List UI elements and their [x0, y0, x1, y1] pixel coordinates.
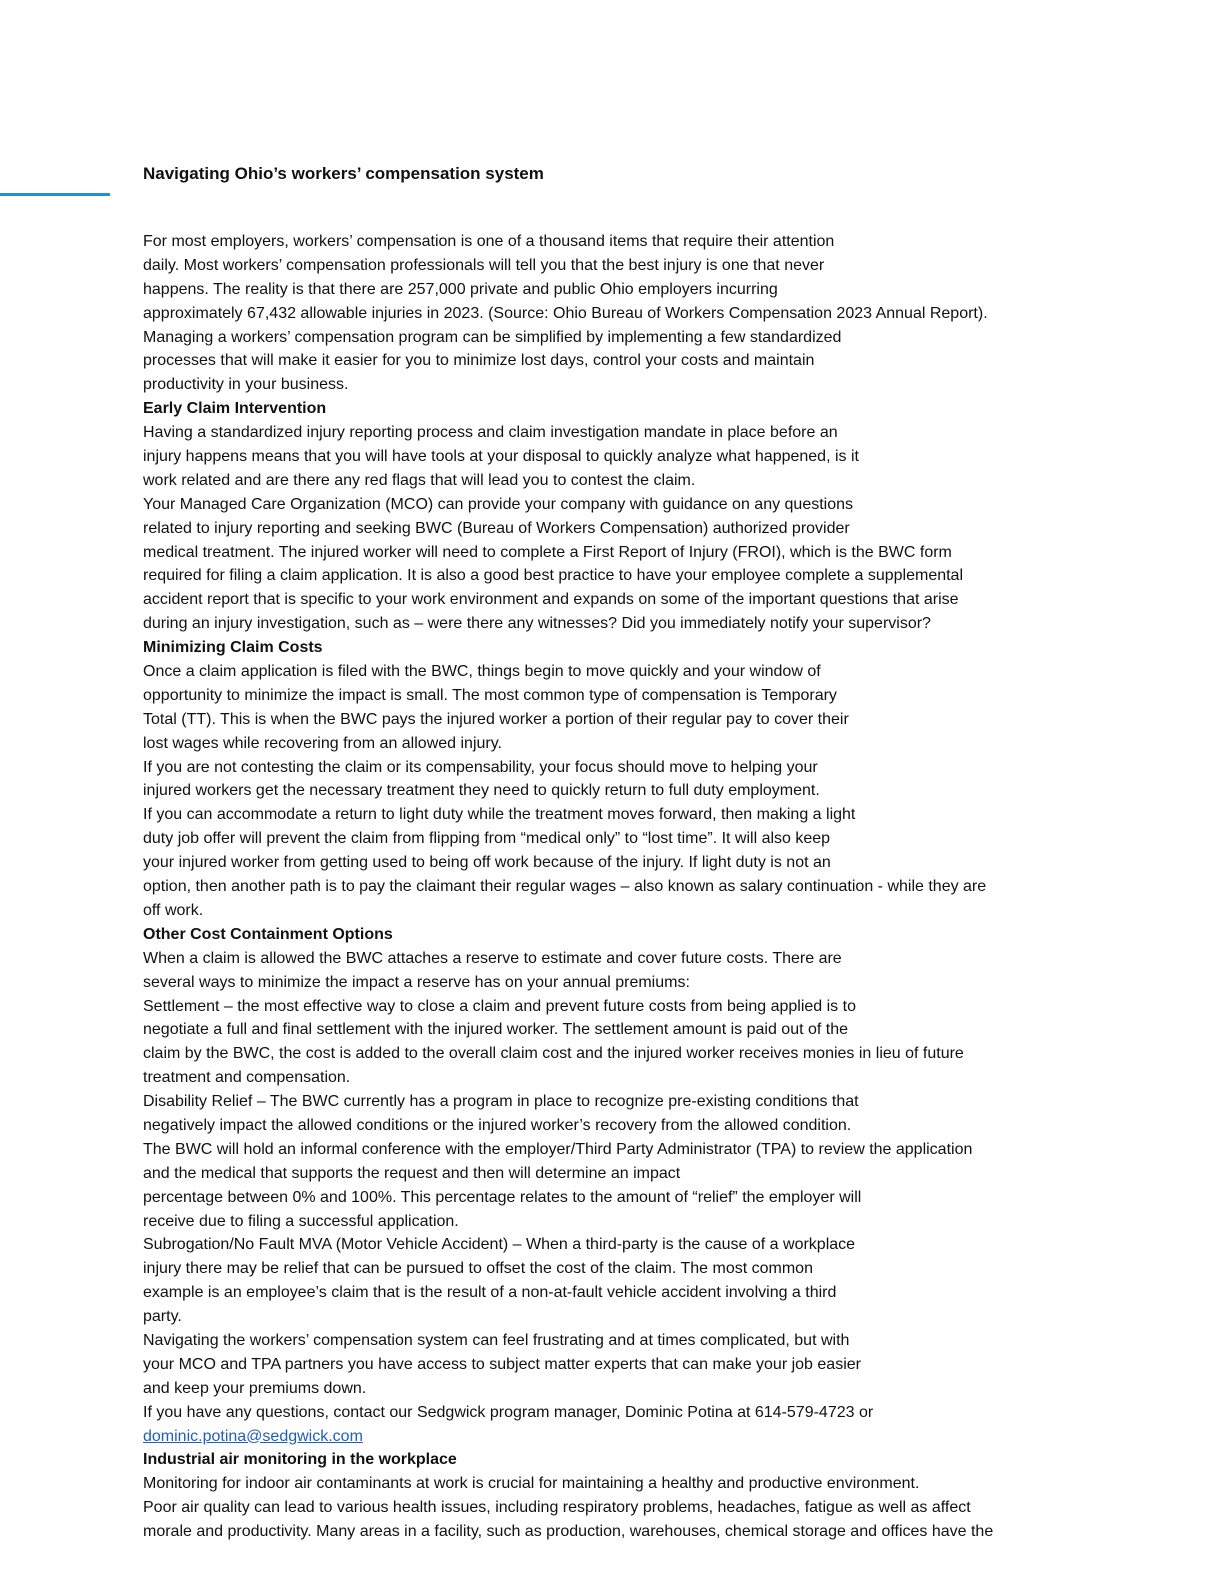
paragraph-line: related to injury reporting and seeking BWC (Bureau of Workers Compensation) authorized provider	[143, 519, 850, 537]
paragraph-line: your MCO and TPA partners you have access to subject matter experts that can make your job easier	[143, 1355, 861, 1373]
paragraph-line: injury there may be relief that can be pursued to offset the cost of the claim. The most common	[143, 1260, 813, 1278]
paragraph-line: duty job offer will prevent the claim from flipping from “medical only” to “lost time”. It will also keep	[143, 830, 831, 848]
paragraph-line: and the medical that supports the request and then will determine an impact	[143, 1164, 681, 1182]
paragraph-line: treatment and compensation.	[143, 1069, 351, 1087]
paragraph-line: Total (TT). This is when the BWC pays the injured worker a portion of their regular pay to cover their	[143, 710, 849, 728]
section-heading: Minimizing Claim Costs	[143, 639, 323, 657]
document-title: Navigating Ohio’s workers’ compensation system	[143, 164, 544, 183]
paragraph-line: work related and are there any red flags that will lead you to contest the claim.	[143, 471, 696, 489]
paragraph-line: lost wages while recovering from an allowed injury.	[143, 734, 502, 752]
paragraph-line: accident report that is specific to your work environment and expands on some of the important questions that arise	[143, 591, 959, 609]
paragraph-line: Managing a workers’ compensation program can be simplified by implementing a few standardized	[143, 328, 842, 346]
paragraph-line: Settlement – the most effective way to close a claim and prevent future costs from being applied is to	[143, 997, 856, 1015]
paragraph-line: Monitoring for indoor air contaminants at work is crucial for maintaining a healthy and productive environment.	[143, 1475, 920, 1493]
accent-rule	[0, 193, 110, 196]
contact-email-link[interactable]: dominic.potina@sedgwick.com	[143, 1427, 363, 1445]
paragraph-line: injury happens means that you will have tools at your disposal to quickly analyze what happened, is it	[143, 448, 859, 466]
paragraph-line: negotiate a full and final settlement with the injured worker. The settlement amount is paid out of the	[143, 1021, 849, 1039]
paragraph-line: Subrogation/No Fault MVA (Motor Vehicle Accident) – When a third-party is the cause of a workplace	[143, 1236, 856, 1254]
paragraph-line: medical treatment. The injured worker will need to complete a First Report of Injury (FROI), which is the BWC form	[143, 543, 952, 561]
section-heading: Other Cost Containment Options	[143, 925, 393, 943]
section-heading: Industrial air monitoring in the workplace	[143, 1451, 457, 1469]
paragraph-line: When a claim is allowed the BWC attaches a reserve to estimate and cover future costs. There are	[143, 949, 842, 967]
paragraph-line: If you can accommodate a return to light duty while the treatment moves forward, then making a light	[143, 806, 856, 824]
paragraph-line: The BWC will hold an informal conference with the employer/Third Party Administrator (TPA) to review the application	[143, 1140, 973, 1158]
paragraph-line: Having a standardized injury reporting process and claim investigation mandate in place before an	[143, 424, 838, 442]
document-body	[143, 230, 1083, 1544]
paragraph-line: Poor air quality can lead to various health issues, including respiratory problems, headaches, fatigue as well as affect	[143, 1499, 971, 1517]
paragraph-line: several ways to minimize the impact a reserve has on your annual premiums:	[143, 973, 690, 991]
paragraph-line: If you are not contesting the claim or its compensability, your focus should move to helping your	[143, 758, 818, 776]
paragraph-line: Once a claim application is filed with the BWC, things begin to move quickly and your window of	[143, 663, 821, 681]
paragraph-line: If you have any questions, contact our Sedgwick program manager, Dominic Potina at 614-579-4723 or	[143, 1403, 874, 1421]
paragraph-line: receive due to filing a successful application.	[143, 1212, 459, 1230]
paragraph-line: required for filing a claim application. It is also a good best practice to have your employee complete a supplemental	[143, 567, 964, 585]
paragraph-line: daily. Most workers’ compensation professionals will tell you that the best injury is one that never	[143, 256, 825, 274]
paragraph-line: negatively impact the allowed conditions or the injured worker’s recovery from the allowed condition.	[143, 1116, 852, 1134]
paragraph-line: example is an employee’s claim that is the result of a non-at-fault vehicle accident involving a third	[143, 1284, 837, 1302]
section-heading: Early Claim Intervention	[143, 400, 327, 418]
paragraph-line: Your Managed Care Organization (MCO) can provide your company with guidance on any questions	[143, 495, 854, 513]
paragraph-line: party.	[143, 1308, 182, 1326]
paragraph-line: option, then another path is to pay the claimant their regular wages – also known as salary continuation - while they are	[143, 878, 987, 896]
paragraph-line: morale and productivity. Many areas in a facility, such as production, warehouses, chemical storage and offices have the	[143, 1523, 994, 1541]
paragraph-line: Navigating the workers’ compensation system can feel frustrating and at times complicated, but with	[143, 1331, 850, 1349]
paragraph-line: productivity in your business.	[143, 376, 349, 394]
paragraph-line: off work.	[143, 901, 204, 919]
paragraph-line: approximately 67,432 allowable injuries in 2023. (Source: Ohio Bureau of Workers Compensation 2023 Annual Report).	[143, 304, 988, 322]
paragraph-line: claim by the BWC, the cost is added to the overall claim cost and the injured worker receives monies in lieu of future	[143, 1045, 964, 1063]
paragraph-line: during an injury investigation, such as – were there any witnesses? Did you immediately notify your supervisor?	[143, 615, 931, 633]
paragraph-line: For most employers, workers’ compensation is one of a thousand items that require their attention	[143, 233, 835, 250]
paragraph-line: processes that will make it easier for you to minimize lost days, control your costs and maintain	[143, 352, 815, 370]
paragraph-line: happens. The reality is that there are 257,000 private and public Ohio employers incurring	[143, 280, 778, 298]
paragraph-line: percentage between 0% and 100%. This percentage relates to the amount of “relief” the employer will	[143, 1188, 862, 1206]
paragraph-line: and keep your premiums down.	[143, 1379, 367, 1397]
paragraph-line: your injured worker from getting used to being off work because of the injury. If light duty is not an	[143, 854, 831, 872]
paragraph-line: injured workers get the necessary treatment they need to quickly return to full duty employment.	[143, 782, 820, 800]
paragraph-line: opportunity to minimize the impact is small. The most common type of compensation is Temporary	[143, 686, 837, 704]
paragraph-line: Disability Relief – The BWC currently has a program in place to recognize pre-existing conditions that	[143, 1093, 859, 1111]
